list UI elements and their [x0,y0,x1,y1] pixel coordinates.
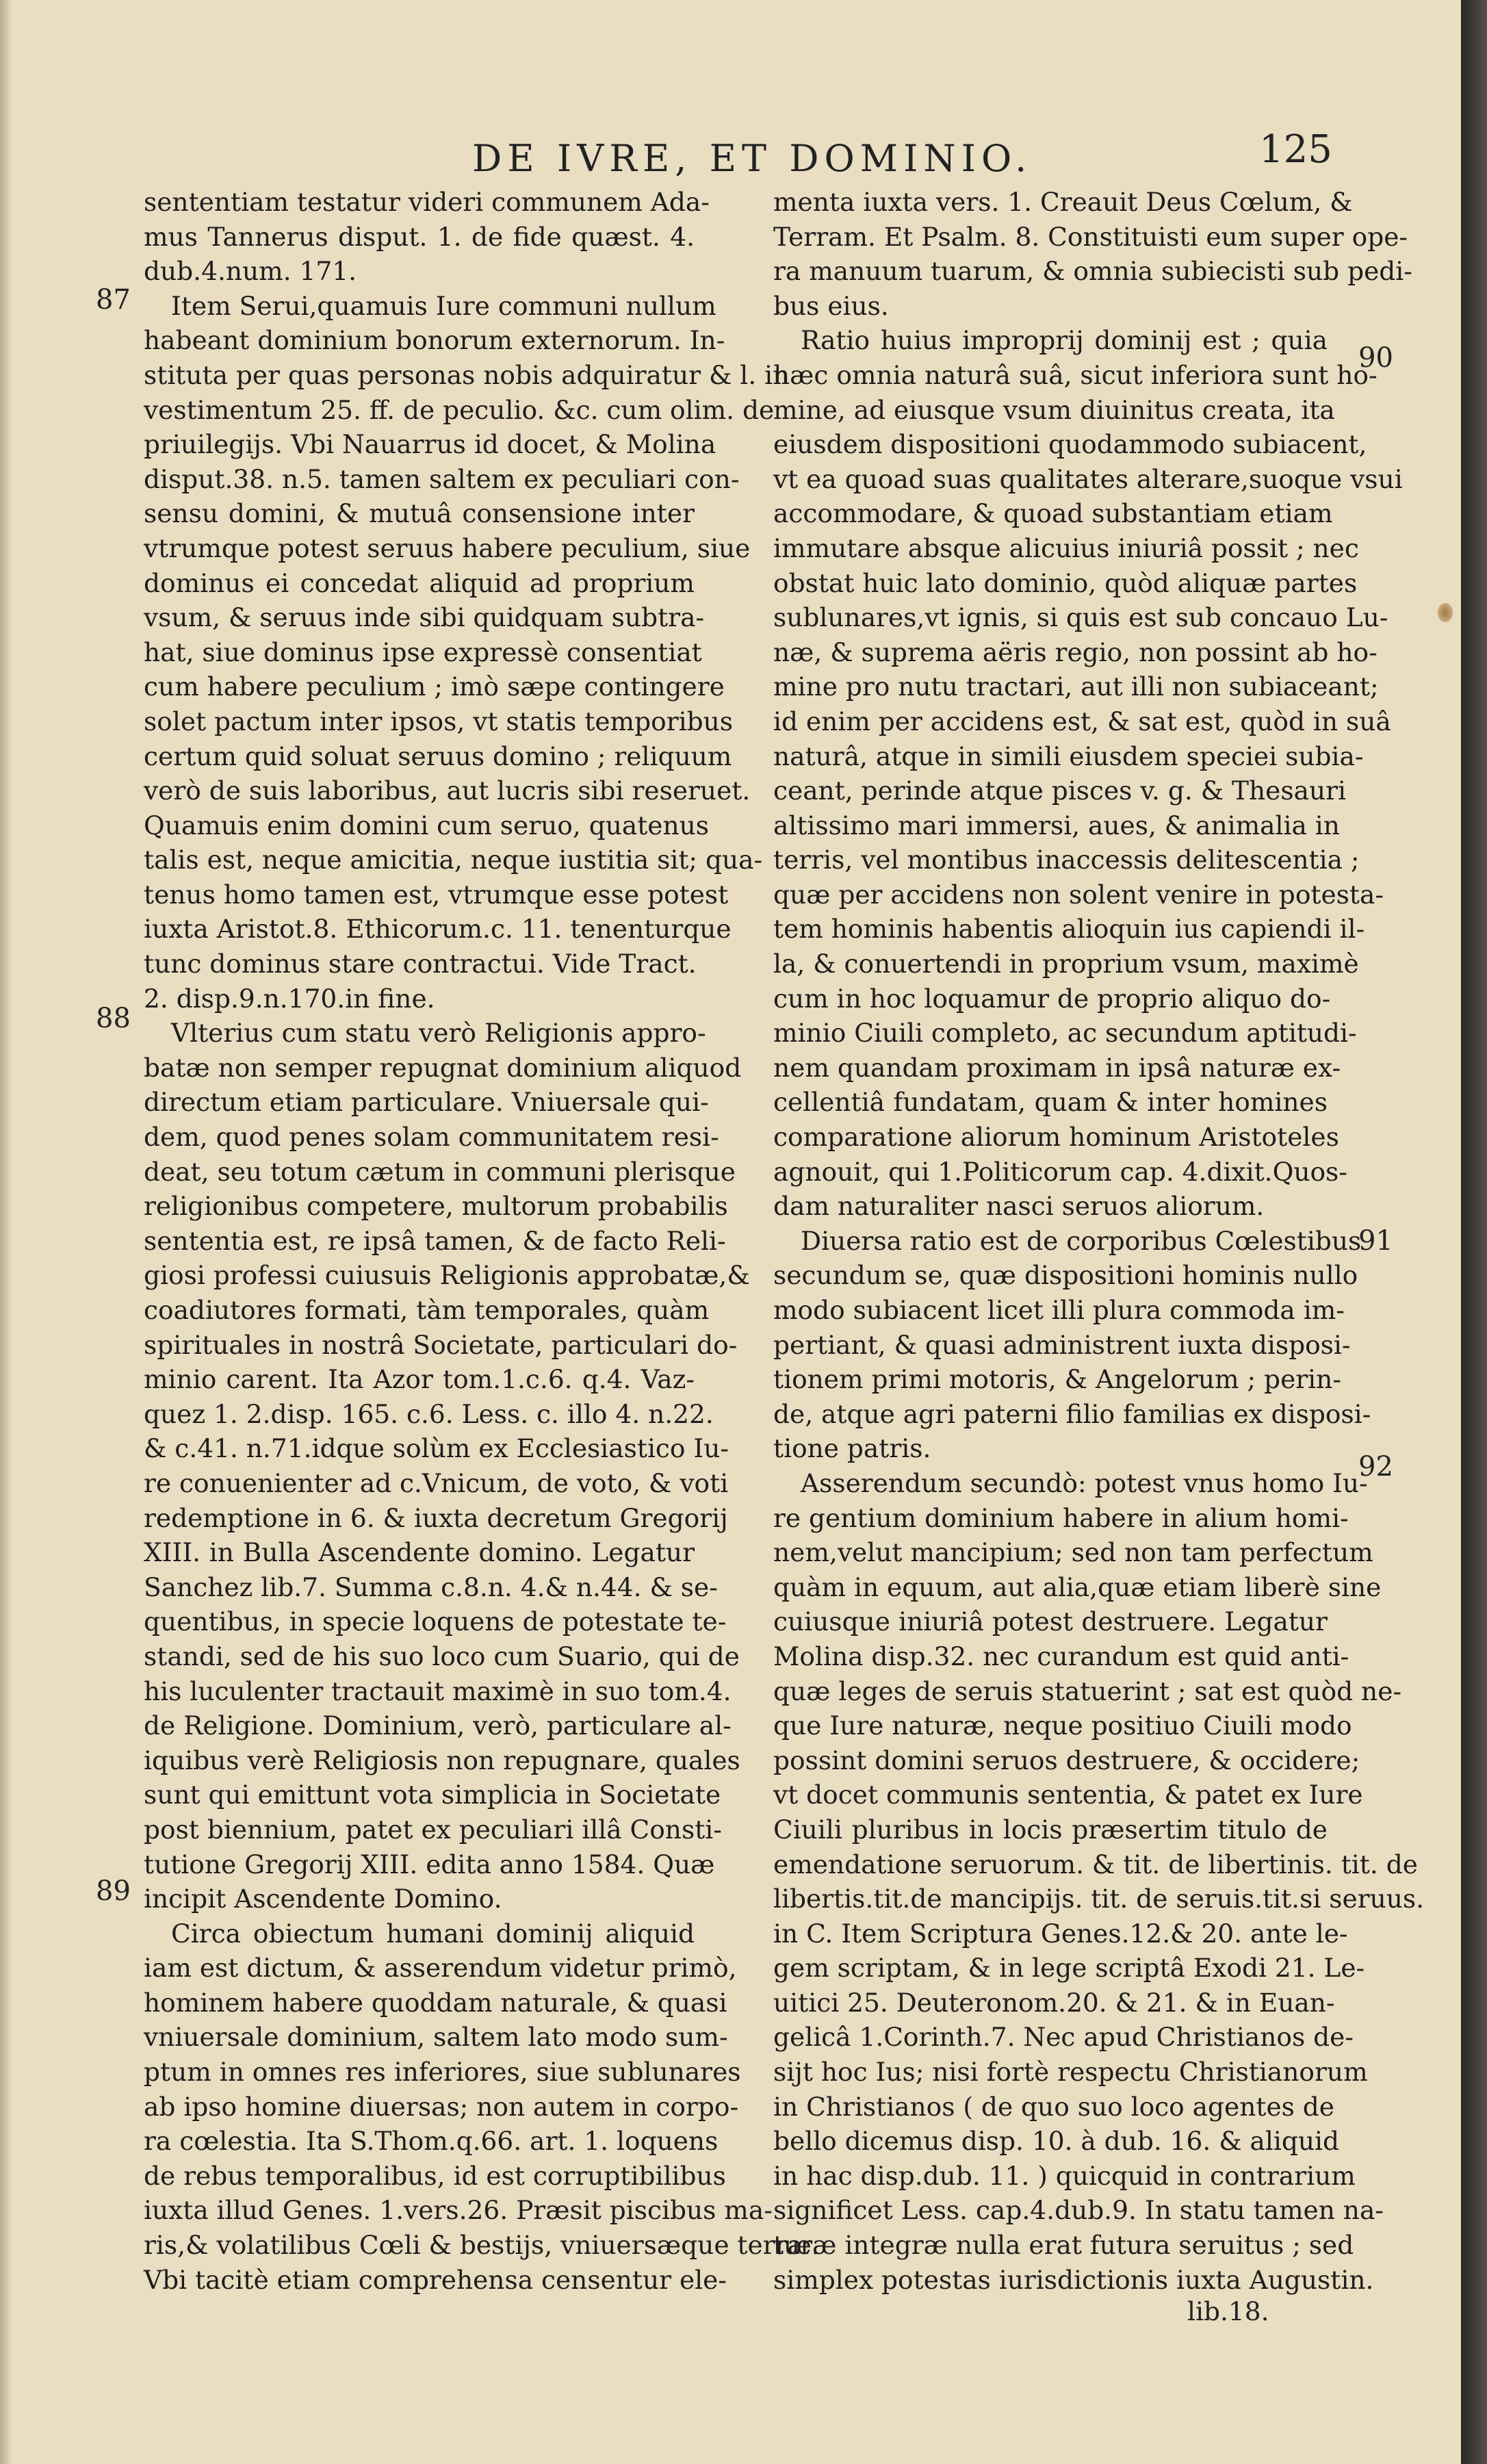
text-line: gem scriptam, & in lege scriptâ Exodi 21. Le- [773,1953,1365,1984]
text-line: Ciuili pluribus in locis præsertim titulo de [773,1814,1328,1845]
text-line: ra cœlestia. Ita S.Thom.q.66. art. 1. loquens [144,2126,719,2157]
text-line: ra manuum tuarum, & omnia subiecisti sub pedi- [773,256,1412,287]
text-line: iuxta illud Genes. 1.vers.26. Præsit piscibus ma- [144,2195,773,2226]
text-line: ris,& volatilibus Cœli & bestijs, vniuersæque terræ. [144,2230,820,2261]
text-line: Terram. Et Psalm. 8. Constituisti eum super ope- [773,221,1408,252]
text-line: sunt qui emittunt vota simplicia in Societate [144,1780,721,1810]
text-line: iuxta Aristot.8. Ethicorum.c. 11. tenenturque [144,914,732,945]
text-line: bus eius. [773,290,889,321]
text-line: turæ integræ nulla erat futura seruitus ; sed [773,2230,1354,2261]
text-line: stituta per quas personas nobis adquiratur & l. in [144,359,790,390]
text-line: næ, & suprema aëris regio, non possint ab ho- [773,637,1378,667]
text-line: quæ leges de seruis statuerint ; sat est quòd ne- [773,1676,1402,1706]
text-line: que Iure naturæ, neque positiuo Ciuili modo [773,1710,1352,1741]
text-line: tem hominis habentis alioquin ius capiendi il- [773,914,1365,945]
text-line: significet Less. cap.4.dub.9. In statu tamen na- [773,2195,1384,2226]
text-line: immutare absque alicuius iniuriâ possit ; nec [773,532,1359,563]
text-line: vt ea quoad suas qualitates alterare,suoque vsui [773,463,1403,494]
text-line: hat, siue dominus ipse expressè consentiat [144,637,702,667]
text-line: obstat huic lato dominio, quòd aliquæ partes [773,567,1358,598]
text-line: Ratio huius improprij dominij est ; quia [801,325,1328,356]
paragraph-number: 92 [1358,1451,1393,1483]
left-text-column [144,185,820,2297]
text-line: tione patris. [773,1433,931,1464]
text-line: disput.38. n.5. tamen saltem ex peculiari con- [144,463,740,494]
text-line: gelicâ 1.Corinth.7. Nec apud Christianos de- [773,2022,1354,2053]
text-line: certum quid soluat seruus domino ; reliquum [144,741,732,771]
page-number: 125 [1259,127,1332,172]
text-line: quæ per accidens non solent venire in potesta- [773,879,1384,910]
text-line: Circa obiectum humani dominij aliquid [171,1918,695,1949]
paragraph-number: 91 [1358,1225,1393,1257]
text-line: sensu domini, & mutuâ consensione inter [144,498,695,529]
text-line: Item Serui,quamuis Iure communi nullum [171,290,716,321]
text-line: de rebus temporalibus, id est corruptibilibus [144,2160,726,2191]
text-line: vt docet communis sententia, & patet ex Iure [773,1780,1363,1810]
text-line: vniuersale dominium, saltem lato modo sum- [144,2022,728,2053]
text-line: spirituales in nostrâ Societate, particulari do- [144,1329,738,1360]
text-line: menta iuxta vers. 1. Creauit Deus Cœlum, & [773,187,1353,217]
text-line: de Religione. Dominium, verò, particulare al- [144,1710,732,1741]
running-head: DE IVRE, ET DOMINIO. [472,137,1033,180]
text-line: quez 1. 2.disp. 165. c.6. Less. c. illo 4. n.22. [144,1398,714,1429]
text-line: tionem primi motoris, & Angelorum ; perin- [773,1364,1341,1395]
text-line: dam naturaliter nasci seruos aliorum. [773,1191,1265,1222]
text-line: Molina disp.32. nec curandum est quid anti- [773,1641,1349,1671]
text-line: bello dicemus disp. 10. à dub. 16. & aliquid [773,2126,1340,2157]
text-line: accommodare, & quoad substantiam etiam [773,498,1333,529]
paragraph-number: 89 [96,1875,131,1907]
text-line: vsum, & seruus inde sibi quidquam subtra- [144,602,705,633]
paragraph-number: 90 [1358,342,1393,374]
text-line: simplex potestas iurisdictionis iuxta Augustin. [773,2264,1374,2295]
text-line: minio Ciuili completo, ac secundum aptitudi- [773,1018,1357,1049]
page-gutter-shadow [0,0,12,2464]
text-line: naturâ, atque in simili eiusdem speciei subia- [773,741,1364,771]
text-line: nem quandam proximam in ipsâ naturæ ex- [773,1052,1341,1083]
text-line: Quamuis enim domini cum seruo, quatenus [144,810,710,840]
text-line: tutione Gregorij XIII. edita anno 1584. Quæ [144,1849,715,1879]
text-line: giosi professi cuiusuis Religionis approbatæ,& [144,1260,750,1291]
text-line: modo subiacent licet illi plura commoda im- [773,1295,1345,1325]
text-line: pertiant, & quasi administrent iuxta disposi- [773,1329,1351,1360]
text-line: re gentium dominium habere in alium homi- [773,1502,1349,1533]
text-line: id enim per accidens est, & sat est, quòd in suâ [773,706,1391,736]
text-line: Asserendum secundò: potest vnus homo Iu- [801,1467,1368,1498]
text-line: comparatione aliorum hominum Aristoteles [773,1122,1339,1153]
text-line: redemptione in 6. & iuxta decretum Gregorij [144,1502,728,1533]
ink-smudge [1437,602,1453,623]
text-line: & c.41. n.71.idque solùm ex Ecclesiastico Iu- [144,1433,729,1464]
text-line: hominem habere quoddam naturale, & quasi [144,1987,727,2018]
text-line: ab ipso homine diuersas; non autem in corpo- [144,2091,739,2122]
text-line: la, & conuertendi in proprium vsum, maximè [773,949,1359,979]
text-line: dominus ei concedat aliquid ad proprium [144,567,695,598]
text-line: priuilegijs. Vbi Nauarrus id docet, & Molina [144,429,716,460]
text-line: iquibus verè Religiosis non repugnare, quales [144,1745,740,1775]
text-line: XIII. in Bulla Ascendente domino. Legatur [144,1537,695,1568]
text-line: incipit Ascendente Domino. [144,1884,502,1914]
text-line: in hac disp.dub. 11. ) quicquid in contrarium [773,2160,1356,2191]
text-line: nem,velut mancipium; sed non tam perfectum [773,1537,1373,1568]
text-line: agnouit, qui 1.Politicorum cap. 4.dixit.Quos- [773,1156,1347,1187]
catchword: lib.18. [1187,2296,1269,2326]
text-line: altissimo mari immersi, aues, & animalia in [773,810,1340,840]
text-line: vtrumque potest seruus habere peculium, siue [144,532,751,563]
text-line: ceant, perinde atque pisces v. g. & Thesauri [773,775,1347,806]
text-line: sententiam testatur videri communem Ada- [144,187,710,217]
text-line: emendatione seruorum. & tit. de libertinis. tit. de [773,1849,1418,1879]
text-line: secundum se, quæ dispositioni hominis nullo [773,1260,1358,1291]
text-line: solet pactum inter ipsos, vt statis temporibus [144,706,734,736]
text-line: possint domini seruos destruere, & occidere; [773,1745,1360,1775]
text-line: coadiutores formati, tàm temporales, quàm [144,1295,710,1325]
paragraph-number: 88 [96,1003,131,1034]
text-line: mine, ad eiusque vsum diuinitus creata, ita [773,394,1335,425]
text-line: sententia est, re ipsâ tamen, & de facto Reli- [144,1225,726,1256]
text-line: cuiusque iniuriâ potest destruere. Legatur [773,1606,1328,1637]
text-line: cum habere peculium ; imò sæpe contingere [144,671,725,702]
text-line: deat, seu totum cætum in communi plerisque [144,1156,736,1187]
text-line: directum etiam particulare. Vniuersale qui- [144,1087,709,1118]
text-line: mus Tannerus disput. 1. de fide quæst. 4. [144,221,695,252]
text-line: de, atque agri paterni filio familias ex disposi- [773,1398,1371,1429]
text-line: in Christianos ( de quo suo loco agentes de [773,2091,1335,2122]
text-line: quàm in equum, aut alia,quæ etiam liberè sine [773,1571,1382,1602]
text-line: habeant dominium bonorum externorum. In- [144,325,725,356]
text-line: vestimentum 25. ff. de peculio. &c. cum olim. de [144,394,775,425]
text-line: dem, quod penes solam communitatem resi- [144,1122,719,1153]
text-line: Diuersa ratio est de corporibus Cœlestibus [801,1225,1362,1256]
text-line: re conuenienter ad c.Vnicum, de voto, & voti [144,1467,729,1498]
text-line: hæc omnia naturâ suâ, sicut inferiora sunt ho- [773,359,1378,390]
text-line: standi, sed de his suo loco cum Suario, qui de [144,1641,740,1671]
text-line: talis est, neque amicitia, neque iustitia sit; qua- [144,845,763,875]
text-line: libertis.tit.de mancipijs. tit. de seruis.tit.si seruus. [773,1884,1425,1914]
text-line: terris, vel montibus inaccessis delitescentia ; [773,845,1360,875]
text-line: sublunares,vt ignis, si quis est sub concauo Lu- [773,602,1388,633]
text-line: in C. Item Scriptura Genes.12.& 20. ante le- [773,1918,1348,1949]
text-line: cum in hoc loquamur de proprio aliquo do- [773,983,1331,1014]
text-line: quentibus, in specie loquens de potestate te- [144,1606,727,1637]
text-line: post biennium, patet ex peculiari illâ Consti- [144,1814,722,1845]
book-edge-shadow [1461,0,1487,2464]
text-line: uitici 25. Deuteronom.20. & 21. & in Euan- [773,1987,1335,2018]
text-line: dub.4.num. 171. [144,256,357,287]
text-line: eiusdem dispositioni quodammodo subiacent, [773,429,1367,460]
text-line: sijt hoc Ius; nisi fortè respectu Christianorum [773,2057,1368,2088]
text-line: mine pro nutu tractari, aut illi non subiaceant; [773,671,1379,702]
text-line: his luculenter tractauit maximè in suo tom.4. [144,1676,732,1706]
text-line: cellentiâ fundatam, quam & inter homines [773,1087,1328,1118]
text-line: tunc dominus stare contractui. Vide Tract. [144,949,697,979]
text-line: verò de suis laboribus, aut lucris sibi reseruet. [144,775,751,806]
text-line: ptum in omnes res inferiores, siue sublunares [144,2057,741,2088]
text-line: religionibus competere, multorum probabilis [144,1191,728,1222]
text-line: Vbi tacitè etiam comprehensa censentur ele- [144,2264,727,2295]
text-line: Vlterius cum statu verò Religionis appro- [171,1018,706,1049]
text-line: 2. disp.9.n.170.in fine. [144,983,435,1014]
text-line: tenus homo tamen est, vtrumque esse potest [144,879,729,910]
paragraph-number: 87 [96,284,131,316]
text-line: iam est dictum, & asserendum videtur primò, [144,1953,737,1984]
text-line: Sanchez lib.7. Summa c.8.n. 4.& n.44. & se- [144,1571,718,1602]
text-line: minio carent. Ita Azor tom.1.c.6. q.4. Vaz- [144,1364,695,1395]
text-line: batæ non semper repugnat dominium aliquod [144,1052,742,1083]
